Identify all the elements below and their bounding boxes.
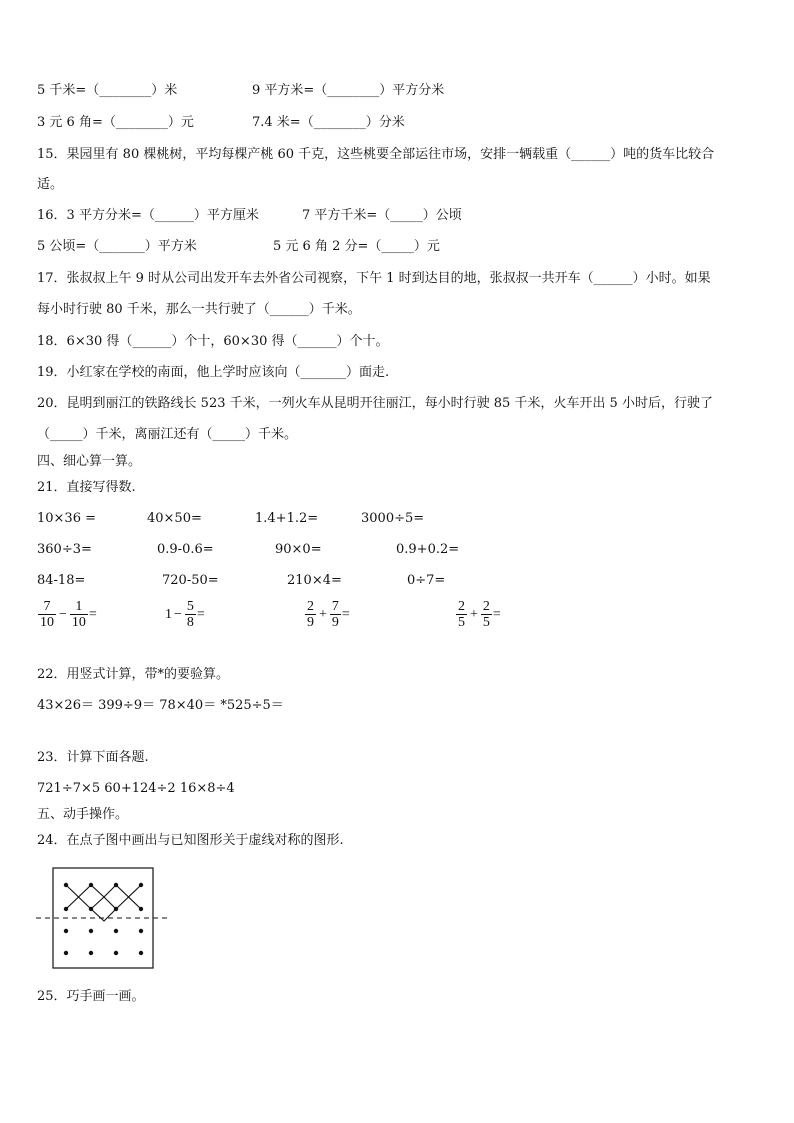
question-16: 16．3 平方分米=（______）平方厘米 [37, 208, 259, 223]
question-16-part: 5 公顷=（_______）平方米 [37, 239, 197, 254]
fill-in-line: 9 平方米=（________）平方分米 [252, 83, 445, 98]
calc-item: 720-50= [162, 573, 219, 588]
given-shape [66, 885, 141, 921]
question-20-cont: （_____）千米，离丽江还有（_____）千米。 [37, 427, 298, 442]
question-22: 22．用竖式计算，带*的要验算。 [37, 667, 230, 682]
question-17: 17．张叔叔上午 9 时从公司出发开车去外省公司视察，下午 1 时到达目的地，张叔叔一共开车（______）小时。如果 [37, 271, 711, 286]
question-19: 19．小红家在学校的南面，他上学时应该向（_______）面走. [37, 365, 390, 380]
dot-grid-figure [34, 862, 174, 972]
calc-item: 1.4+1.2= [255, 511, 319, 526]
calc-item: 10×36 = [37, 511, 97, 526]
question-23: 23．计算下面各题. [37, 750, 149, 765]
calc-item: 360÷3= [37, 542, 92, 557]
section-4-heading: 四、细心算一算。 [37, 454, 142, 469]
question-16-part: 7 平方千米=（_____）公顷 [302, 208, 462, 223]
calc-item: 0÷7= [407, 573, 446, 588]
calc-item: 40×50= [147, 511, 202, 526]
question-21: 21．直接写得数. [37, 480, 136, 495]
fill-in-line: 5 千米=（________）米 [37, 83, 178, 98]
question-24: 24．在点子图中画出与已知图形关于虚线对称的图形. [37, 833, 344, 848]
question-15-cont: 适。 [37, 177, 64, 192]
question-16-part: 5 元 6 角 2 分=（_____）元 [273, 239, 440, 254]
fraction-expression: $\frac{2}{9}$ + $\frac{7}{9}$ = [307, 599, 350, 630]
fill-in-line: 3 元 6 角=（________）元 [37, 115, 194, 130]
question-20: 20．昆明到丽江的铁路线长 523 千米，一列火车从昆明开往丽江，每小时行驶 85 千米，火车开出 5 小时后，行驶了 [37, 396, 713, 411]
calc-item: 84-18= [37, 573, 86, 588]
question-22-exprs: 43×26＝ 399÷9＝ 78×40＝ *525÷5＝ [37, 698, 284, 713]
calc-item: 90×0= [275, 542, 322, 557]
fraction-expression: $\frac{2}{5}$ + $\frac{2}{5}$ = [458, 599, 501, 630]
calc-item: 210×4= [287, 573, 342, 588]
question-18: 18．6×30 得（______）个十，60×30 得（______）个十。 [37, 334, 389, 349]
section-5-heading: 五、动手操作。 [37, 807, 129, 822]
question-17-cont: 每小时行驶 80 千米，那么一共行驶了（______）千米。 [37, 302, 361, 317]
question-25: 25．巧手画一画。 [37, 989, 145, 1004]
question-23-exprs: 721÷7×5 60+124÷2 16×8÷4 [37, 781, 235, 796]
fraction-expression: 1 − $\frac{5}{8}$ = [165, 599, 205, 630]
calc-item: 3000÷5= [361, 511, 425, 526]
question-15: 15．果园里有 80 棵桃树，平均每棵产桃 60 千克，这些桃要全部运往市场，安排一辆载重（______）吨的货车比较合 [37, 147, 715, 162]
fraction-expression: $\frac{7}{10}$ − $\frac{1}{10}$ = [40, 599, 97, 630]
calc-item: 0.9-0.6= [157, 542, 214, 557]
calc-item: 0.9+0.2= [396, 542, 460, 557]
fill-in-line: 7.4 米=（________）分米 [252, 115, 405, 130]
